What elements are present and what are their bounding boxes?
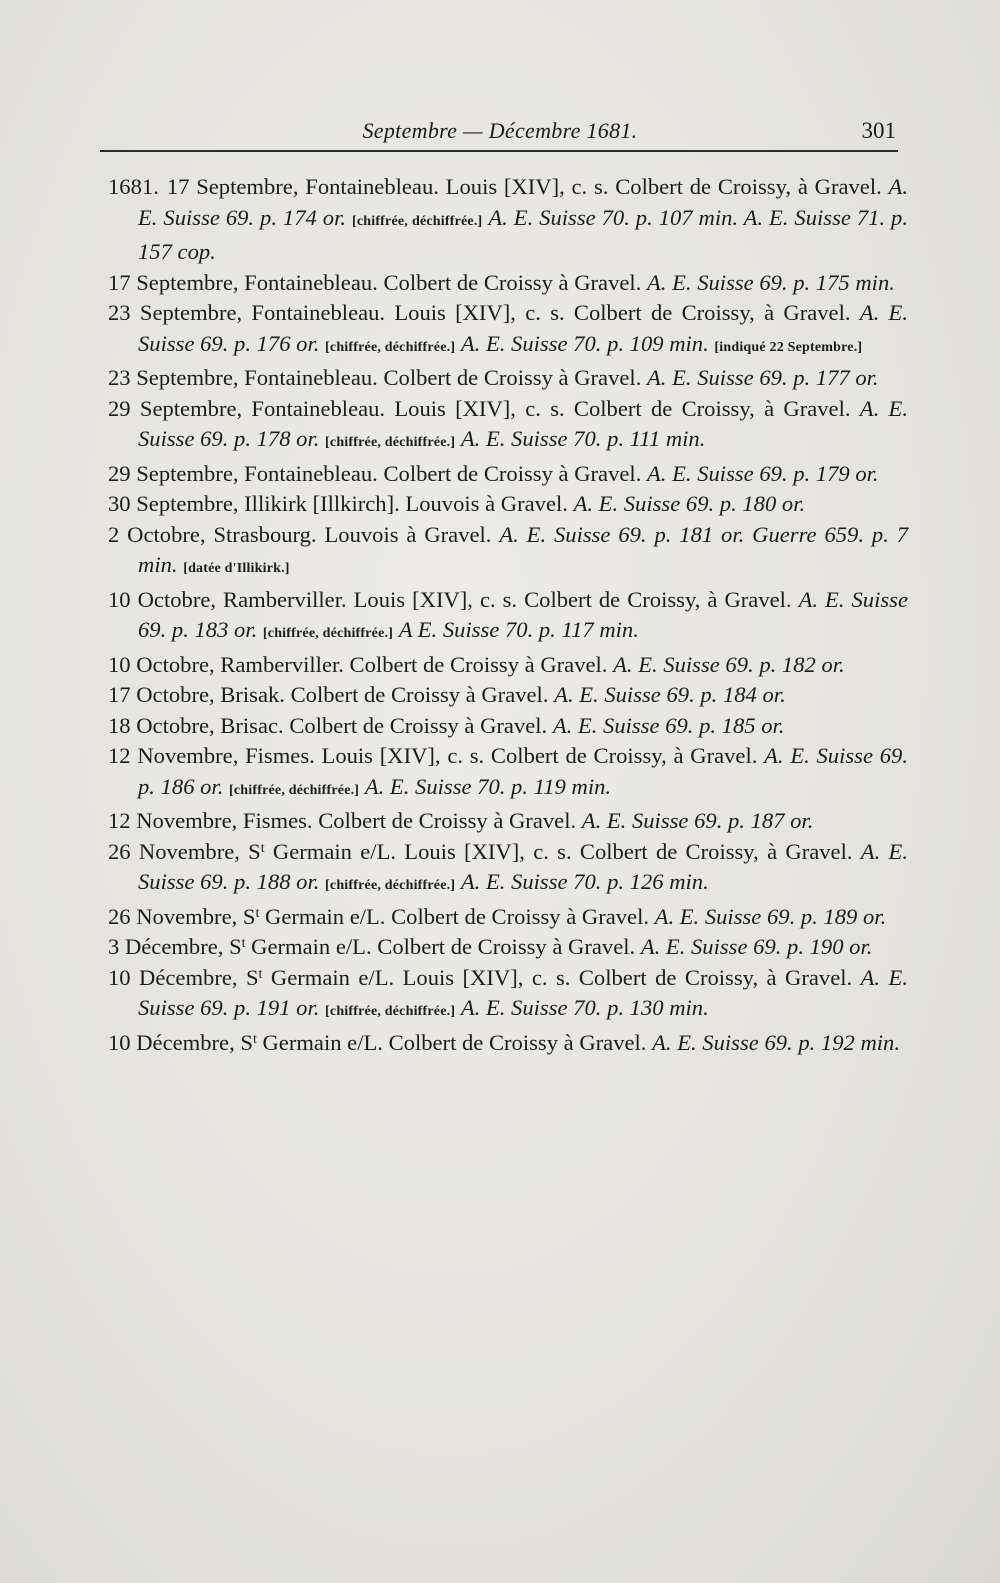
calendar-entry bbox=[108, 172, 908, 268]
entry-note: [chiffrée, déchiffrée.] bbox=[351, 213, 483, 229]
entry-text: 29 Septembre, Fontainebleau. Louis [XIV], c. s. Colbert de Croissy, à Gravel. bbox=[108, 395, 860, 421]
calendar-entry bbox=[108, 298, 908, 363]
archive-reference: A. E. Suisse 70. p. 111 min. bbox=[460, 426, 706, 451]
entry-superscript: t bbox=[260, 840, 265, 856]
archive-reference: A. E. Suisse 69. p. 181 or. Guerre 659. p. 7 min. bbox=[138, 521, 908, 577]
archive-reference: A. E. Suisse 69. p. 179 or. bbox=[647, 460, 879, 486]
entry-superscript: t bbox=[252, 1031, 257, 1047]
archive-reference: A. E. Suisse 69. p. 178 or. bbox=[138, 395, 908, 451]
archive-reference: A E. Suisse 70. p. 117 min. bbox=[398, 617, 639, 642]
entry-superscript: t bbox=[255, 905, 260, 921]
entry-text: 3 Décembre, S bbox=[108, 934, 242, 959]
archive-reference: A. E. Suisse 69. p. 188 or. bbox=[138, 838, 908, 894]
entry-note: [datée d'Illikirk.] bbox=[183, 561, 290, 576]
entry-text: 17 Septembre, Fontainebleau. Colbert de Croissy à Gravel. bbox=[108, 269, 647, 295]
entry-text: Germain e/L. Louis [XIV], c. s. Colbert de Croissy, à Gravel. bbox=[262, 964, 861, 990]
archive-reference: A. E. Suisse 69. p. 189 or. bbox=[654, 903, 887, 929]
entry-text: Germain e/L. Louis [XIV], c. s. Colbert de Croissy, à Gravel. bbox=[264, 838, 861, 864]
calendar-entry bbox=[108, 1028, 908, 1059]
entry-text: 2 Octobre, Strasbourg. Louvois à Gravel. bbox=[108, 521, 500, 547]
entry-text: 30 Septembre, Illikirk [Illkirch]. Louvois à Gravel. bbox=[108, 491, 574, 516]
entry-text: 23 Septembre, Fontainebleau. Colbert de Croissy à Gravel. bbox=[108, 365, 647, 390]
entry-text: 29 Septembre, Fontainebleau. Colbert de Croissy à Gravel. bbox=[108, 460, 647, 486]
archive-reference: A. E. Suisse 69. p. 184 or. bbox=[554, 682, 786, 707]
archive-reference: A. E. Suisse 69. p. 183 or. bbox=[138, 586, 908, 642]
calendar-entry bbox=[108, 489, 908, 520]
entry-text: 12 Novembre, Fismes. Louis [XIV], c. s. Colbert de Croissy, à Gravel. bbox=[108, 743, 765, 768]
archive-reference: A. E. Suisse 69. p. 174 or. bbox=[138, 174, 908, 230]
entry-year: 1681. bbox=[108, 174, 159, 199]
calendar-entry bbox=[108, 741, 908, 806]
archive-reference: A. E. Suisse 69. p. 180 or. bbox=[573, 491, 806, 516]
entry-text: 23 Septembre, Fontainebleau. Louis [XIV], c. s. Colbert de Croissy, à Gravel. bbox=[108, 300, 860, 325]
entry-list bbox=[108, 172, 908, 1058]
archive-reference: A. E. Suisse 69. p. 177 or. bbox=[647, 365, 879, 390]
archive-reference: A. E. Suisse 69. p. 175 min. bbox=[647, 269, 895, 295]
page-header bbox=[100, 112, 900, 152]
calendar-entry bbox=[108, 585, 908, 650]
calendar-entry bbox=[108, 650, 908, 681]
entry-text: 10 Octobre, Ramberviller. Louis [XIV], c. s. Colbert de Croissy, à Gravel. bbox=[108, 586, 799, 612]
entry-superscript: t bbox=[258, 966, 263, 982]
calendar-entry bbox=[108, 520, 908, 585]
entry-note: [chiffrée, déchiffrée.] bbox=[262, 626, 394, 641]
archive-reference: A. E. Suisse 70. p. 119 min. bbox=[364, 773, 612, 799]
entry-text: 18 Octobre, Brisac. Colbert de Croissy à Gravel. bbox=[108, 712, 553, 738]
entry-note: [indiqué 22 Septembre.] bbox=[714, 339, 863, 355]
archive-reference: A. E. Suisse 69. p. 192 min. bbox=[652, 1029, 901, 1055]
calendar-entry bbox=[108, 363, 908, 394]
entry-text: Germain e/L. Colbert de Croissy à Gravel. bbox=[259, 903, 655, 929]
archive-reference: A. E. Suisse 69. p. 186 or. bbox=[138, 743, 908, 799]
calendar-entry bbox=[108, 711, 908, 742]
archive-reference: A. E. Suisse 70. p. 126 min. bbox=[460, 869, 709, 894]
entry-text: 10 Octobre, Ramberviller. Colbert de Croissy à Gravel. bbox=[108, 651, 614, 677]
archive-reference: A. E. Suisse 69. p. 185 or. bbox=[552, 712, 785, 738]
entry-text: 10 Décembre, S bbox=[108, 964, 259, 990]
page-number: 301 bbox=[861, 118, 896, 143]
archive-reference: A. E. Suisse 69. p. 182 or. bbox=[613, 651, 845, 677]
entry-text: Germain e/L. Colbert de Croissy à Gravel. bbox=[245, 934, 641, 959]
entry-text: 17 Septembre, Fontainebleau. Louis [XIV], c. s. Colbert de Croissy, à Gravel. bbox=[166, 174, 889, 199]
archive-reference: A. E. Suisse 70. p. 130 min. bbox=[460, 995, 709, 1020]
entry-text: Germain e/L. Colbert de Croissy à Gravel. bbox=[256, 1029, 653, 1055]
calendar-entry bbox=[108, 837, 908, 902]
header-rule bbox=[100, 150, 898, 152]
archive-reference: A. E. Suisse 69. p. 187 or. bbox=[581, 808, 814, 833]
entry-text: 17 Octobre, Brisak. Colbert de Croissy à Gravel. bbox=[108, 682, 555, 707]
entry-note: [chiffrée, déchiffrée.] bbox=[325, 435, 456, 450]
entry-text: 10 Décembre, S bbox=[108, 1029, 253, 1055]
archive-reference: A. E. Suisse 69. p. 191 or. bbox=[138, 964, 908, 1020]
calendar-entry bbox=[108, 806, 908, 837]
running-title: Septembre — Décembre 1681. bbox=[362, 118, 638, 143]
calendar-entry bbox=[108, 394, 908, 459]
archive-reference: A. E. Suisse 70. p. 109 min. bbox=[460, 330, 709, 356]
calendar-entry bbox=[108, 268, 908, 299]
calendar-entry bbox=[108, 963, 908, 1028]
entry-note: [chiffrée, déchiffrée.] bbox=[325, 878, 456, 893]
archive-reference: A. E. Suisse 70. p. 107 min. A. E. Suisse 71. p. 157 cop. bbox=[138, 204, 909, 264]
entry-superscript: t bbox=[241, 936, 246, 951]
entry-note: [chiffrée, déchiffrée.] bbox=[229, 782, 360, 798]
calendar-entry bbox=[108, 932, 908, 963]
archive-reference: A. E. Suisse 69. p. 190 or. bbox=[640, 934, 873, 959]
entry-text: 12 Novembre, Fismes. Colbert de Croissy à Gravel. bbox=[108, 808, 582, 833]
entry-text: 26 Novembre, S bbox=[108, 838, 261, 864]
calendar-entry bbox=[108, 902, 908, 933]
calendar-entry bbox=[108, 459, 908, 490]
entry-note: [chiffrée, déchiffrée.] bbox=[325, 1004, 456, 1019]
archive-reference: A. E. Suisse 69. p. 176 or. bbox=[138, 300, 908, 356]
calendar-entry bbox=[108, 680, 908, 711]
entry-note: [chiffrée, déchiffrée.] bbox=[325, 339, 456, 355]
entry-text: 26 Novembre, S bbox=[108, 903, 256, 929]
